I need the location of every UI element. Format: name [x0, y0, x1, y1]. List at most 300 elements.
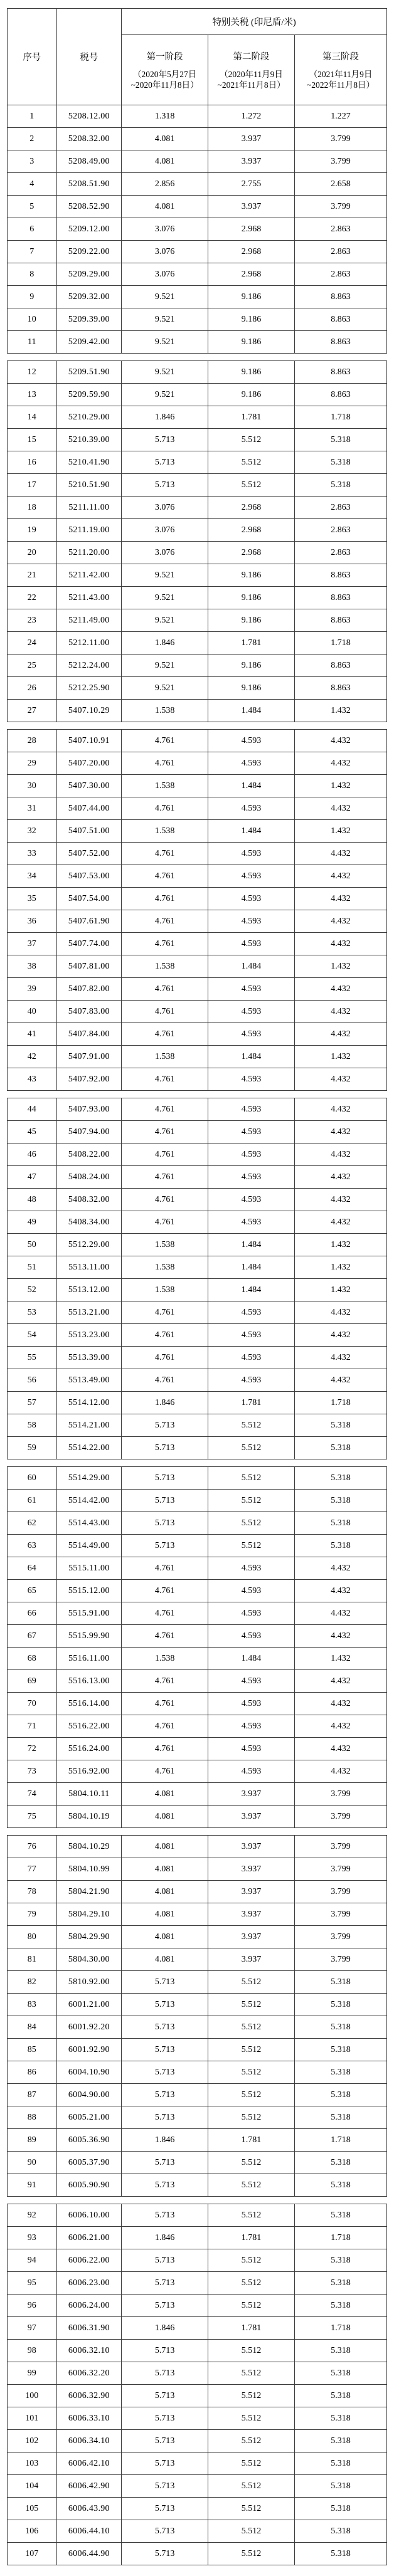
cell-stage1-rate: 5.713 [122, 2084, 208, 2106]
cell-stage2-rate: 1.484 [208, 820, 295, 843]
cell-tax-code: 5209.51.90 [56, 361, 122, 384]
cell-serial: 75 [8, 1806, 57, 1828]
cell-stage1-rate: 4.761 [122, 1625, 208, 1648]
cell-stage3-rate: 8.863 [295, 677, 387, 700]
cell-serial: 85 [8, 2039, 57, 2061]
cell-stage3-rate: 4.432 [295, 1580, 387, 1602]
cell-stage3-rate: 4.432 [295, 797, 387, 820]
stage-1-name: 第一阶段 [146, 51, 183, 62]
cell-serial: 44 [8, 1098, 57, 1121]
cell-tax-code: 6005.36.90 [56, 2129, 122, 2152]
cell-stage1-rate: 5.713 [122, 1414, 208, 1437]
cell-stage3-rate: 4.432 [295, 910, 387, 933]
cell-stage3-rate: 5.318 [295, 2362, 387, 2385]
cell-stage3-rate: 3.799 [295, 1948, 387, 1971]
cell-stage2-rate: 4.593 [208, 1347, 295, 1369]
cell-tax-code: 5804.10.19 [56, 1806, 122, 1828]
cell-stage1-rate: 4.761 [122, 1557, 208, 1580]
cell-stage2-rate: 3.937 [208, 1926, 295, 1948]
cell-stage2-rate: 1.781 [208, 2129, 295, 2152]
cell-stage1-rate: 5.713 [122, 2249, 208, 2272]
cell-tax-code: 5208.49.00 [56, 150, 122, 173]
cell-stage2-rate: 5.512 [208, 451, 295, 474]
cell-tax-code: 5210.39.00 [56, 429, 122, 451]
cell-stage2-rate: 5.512 [208, 2174, 295, 2197]
cell-stage1-rate: 4.081 [122, 1783, 208, 1806]
cell-stage2-rate: 3.937 [208, 196, 295, 218]
table-row [8, 519, 387, 542]
table-row [8, 150, 387, 173]
cell-stage1-rate: 9.521 [122, 308, 208, 331]
cell-stage3-rate: 4.432 [295, 1557, 387, 1580]
cell-stage2-rate: 5.512 [208, 2475, 295, 2498]
cell-stage3-rate: 4.432 [295, 1715, 387, 1738]
cell-stage1-rate: 1.846 [122, 2227, 208, 2249]
cell-tax-code: 6005.21.00 [56, 2106, 122, 2129]
table-row [8, 2498, 387, 2520]
cell-stage3-rate: 4.432 [295, 1189, 387, 1211]
cell-tax-code: 5408.24.00 [56, 1166, 122, 1189]
cell-stage2-rate: 3.937 [208, 1836, 295, 1858]
cell-stage3-rate: 4.432 [295, 1369, 387, 1392]
table-row [8, 1994, 387, 2016]
cell-stage3-rate: 5.318 [295, 2385, 387, 2407]
cell-tax-code: 6004.10.90 [56, 2061, 122, 2084]
cell-serial: 73 [8, 1760, 57, 1783]
cell-stage3-rate: 1.718 [295, 2317, 387, 2340]
cell-stage1-rate: 5.713 [122, 2106, 208, 2129]
cell-serial: 17 [8, 474, 57, 497]
tariff-table-page-6 [7, 1835, 387, 2197]
cell-serial: 30 [8, 775, 57, 797]
cell-serial: 103 [8, 2452, 57, 2475]
cell-stage1-rate: 3.076 [122, 519, 208, 542]
cell-stage3-rate: 3.799 [295, 1858, 387, 1881]
cell-stage3-rate: 5.318 [295, 474, 387, 497]
cell-stage2-rate: 3.937 [208, 1948, 295, 1971]
cell-stage2-rate: 4.593 [208, 1324, 295, 1347]
table-row [8, 888, 387, 910]
cell-stage1-rate: 1.538 [122, 820, 208, 843]
cell-tax-code: 6006.22.00 [56, 2249, 122, 2272]
table-row [8, 1490, 387, 1512]
cell-tax-code: 5513.49.00 [56, 1369, 122, 1392]
cell-serial: 93 [8, 2227, 57, 2249]
table-header [8, 9, 387, 105]
table-row [8, 700, 387, 722]
cell-tax-code: 5407.10.29 [56, 700, 122, 722]
cell-serial: 95 [8, 2272, 57, 2295]
cell-tax-code: 5514.12.00 [56, 1392, 122, 1414]
cell-stage2-rate: 5.512 [208, 2543, 295, 2565]
stage-3-name: 第三阶段 [322, 51, 359, 62]
cell-stage3-rate: 8.863 [295, 331, 387, 354]
table-row [8, 331, 387, 354]
table-row [8, 2039, 387, 2061]
tariff-table-page-1 [7, 8, 387, 354]
cell-serial: 69 [8, 1670, 57, 1693]
cell-serial: 13 [8, 384, 57, 406]
cell-stage3-rate: 5.318 [295, 1437, 387, 1459]
table-row [8, 474, 387, 497]
cell-stage2-rate: 4.593 [208, 1580, 295, 1602]
cell-stage1-rate: 4.761 [122, 843, 208, 865]
cell-stage2-rate: 4.593 [208, 1625, 295, 1648]
cell-stage1-rate: 1.318 [122, 105, 208, 128]
cell-serial: 16 [8, 451, 57, 474]
cell-stage3-rate: 2.863 [295, 263, 387, 286]
cell-stage2-rate: 1.781 [208, 632, 295, 655]
table-row [8, 2227, 387, 2249]
cell-tax-code: 5407.10.91 [56, 730, 122, 752]
cell-stage3-rate: 3.799 [295, 1926, 387, 1948]
cell-stage1-rate: 4.081 [122, 1836, 208, 1858]
tariff-table-page-4 [7, 1098, 387, 1459]
cell-serial: 33 [8, 843, 57, 865]
table-row [8, 1926, 387, 1948]
cell-stage2-rate: 4.593 [208, 1602, 295, 1625]
cell-stage2-rate: 4.593 [208, 1738, 295, 1760]
cell-tax-code: 5209.42.00 [56, 331, 122, 354]
cell-serial: 97 [8, 2317, 57, 2340]
cell-serial: 104 [8, 2475, 57, 2498]
cell-serial: 49 [8, 1211, 57, 1234]
table-row [8, 128, 387, 150]
cell-stage2-rate: 5.512 [208, 1512, 295, 1535]
cell-stage1-rate: 9.521 [122, 564, 208, 587]
cell-stage3-rate: 5.318 [295, 2452, 387, 2475]
cell-stage3-rate: 5.318 [295, 1535, 387, 1557]
cell-serial: 8 [8, 263, 57, 286]
table-row [8, 933, 387, 955]
cell-stage3-rate: 8.863 [295, 655, 387, 677]
table-row [8, 308, 387, 331]
cell-tax-code: 5407.30.00 [56, 775, 122, 797]
cell-serial: 56 [8, 1369, 57, 1392]
table-row [8, 1971, 387, 1994]
cell-serial: 6 [8, 218, 57, 241]
cell-stage1-rate: 5.713 [122, 1535, 208, 1557]
cell-serial: 27 [8, 700, 57, 722]
cell-stage1-rate: 9.521 [122, 384, 208, 406]
table-row [8, 2249, 387, 2272]
table-row [8, 2340, 387, 2362]
cell-stage2-rate: 1.272 [208, 105, 295, 128]
table-row [8, 1512, 387, 1535]
cell-stage3-rate: 3.799 [295, 1806, 387, 1828]
cell-stage3-rate: 8.863 [295, 384, 387, 406]
cell-stage2-rate: 4.593 [208, 1670, 295, 1693]
cell-stage1-rate: 9.521 [122, 609, 208, 632]
cell-stage2-rate: 5.512 [208, 2249, 295, 2272]
cell-stage2-rate: 2.968 [208, 519, 295, 542]
cell-tax-code: 5208.51.90 [56, 173, 122, 196]
cell-serial: 70 [8, 1693, 57, 1715]
cell-tax-code: 6006.44.90 [56, 2543, 122, 2565]
table-row [8, 1121, 387, 1143]
cell-stage1-rate: 1.538 [122, 1234, 208, 1256]
header-serial: 序号 [8, 9, 57, 105]
cell-stage1-rate: 4.081 [122, 150, 208, 173]
table-row [8, 1535, 387, 1557]
cell-stage1-rate: 1.538 [122, 1256, 208, 1279]
cell-stage2-rate: 9.186 [208, 587, 295, 609]
cell-tax-code: 5804.10.99 [56, 1858, 122, 1881]
cell-stage2-rate: 5.512 [208, 2061, 295, 2084]
cell-stage1-rate: 4.081 [122, 1858, 208, 1881]
cell-tax-code: 6006.10.00 [56, 2204, 122, 2227]
table-row [8, 2272, 387, 2295]
cell-serial: 19 [8, 519, 57, 542]
cell-stage3-rate: 8.863 [295, 308, 387, 331]
cell-tax-code: 5209.29.00 [56, 263, 122, 286]
cell-tax-code: 5515.99.90 [56, 1625, 122, 1648]
cell-tax-code: 6005.37.90 [56, 2152, 122, 2174]
cell-stage3-rate: 5.318 [295, 2430, 387, 2452]
cell-stage1-rate: 4.081 [122, 1903, 208, 1926]
cell-stage3-rate: 5.318 [295, 429, 387, 451]
cell-stage1-rate: 5.713 [122, 1467, 208, 1490]
cell-stage2-rate: 2.968 [208, 263, 295, 286]
cell-stage2-rate: 4.593 [208, 1693, 295, 1715]
cell-stage1-rate: 1.538 [122, 775, 208, 797]
cell-stage2-rate: 1.484 [208, 700, 295, 722]
cell-tax-code: 5212.25.90 [56, 677, 122, 700]
table-row [8, 1580, 387, 1602]
table-row [8, 1256, 387, 1279]
cell-serial: 63 [8, 1535, 57, 1557]
table-row [8, 406, 387, 429]
cell-stage1-rate: 5.713 [122, 2039, 208, 2061]
cell-stage1-rate: 1.538 [122, 1279, 208, 1301]
cell-stage1-rate: 5.713 [122, 2295, 208, 2317]
cell-tax-code: 5514.43.00 [56, 1512, 122, 1535]
cell-stage3-rate: 5.318 [295, 1994, 387, 2016]
cell-tax-code: 6001.92.20 [56, 2016, 122, 2039]
cell-stage2-rate: 9.186 [208, 677, 295, 700]
header-stage-2 [208, 35, 295, 105]
cell-stage3-rate: 3.799 [295, 1783, 387, 1806]
cell-serial: 106 [8, 2520, 57, 2543]
table-row [8, 1068, 387, 1091]
cell-stage1-rate: 1.538 [122, 1046, 208, 1068]
cell-stage3-rate: 1.432 [295, 1256, 387, 1279]
cell-serial: 1 [8, 105, 57, 128]
cell-tax-code: 5212.11.00 [56, 632, 122, 655]
table-row [8, 1693, 387, 1715]
table-row [8, 1760, 387, 1783]
cell-stage3-rate: 4.432 [295, 1625, 387, 1648]
cell-stage1-rate: 4.761 [122, 1211, 208, 1234]
cell-stage2-rate: 4.593 [208, 1301, 295, 1324]
cell-stage2-rate: 1.781 [208, 2317, 295, 2340]
cell-stage3-rate: 4.432 [295, 1693, 387, 1715]
cell-serial: 2 [8, 128, 57, 150]
cell-stage2-rate: 5.512 [208, 2430, 295, 2452]
cell-tax-code: 5804.29.10 [56, 1903, 122, 1926]
cell-serial: 11 [8, 331, 57, 354]
cell-serial: 29 [8, 752, 57, 775]
cell-tax-code: 6006.32.90 [56, 2385, 122, 2407]
cell-stage3-rate: 4.432 [295, 888, 387, 910]
table-row [8, 173, 387, 196]
cell-stage3-rate: 1.432 [295, 820, 387, 843]
cell-stage2-rate: 4.593 [208, 910, 295, 933]
cell-serial: 12 [8, 361, 57, 384]
cell-serial: 86 [8, 2061, 57, 2084]
cell-serial: 25 [8, 655, 57, 677]
table-row [8, 1648, 387, 1670]
table-body [8, 1836, 387, 2197]
tariff-table-page-5 [7, 1466, 387, 1828]
cell-stage1-rate: 1.538 [122, 955, 208, 978]
table-row [8, 843, 387, 865]
cell-stage3-rate: 5.318 [295, 2520, 387, 2543]
cell-stage1-rate: 4.761 [122, 978, 208, 1001]
cell-tax-code: 5515.91.00 [56, 1602, 122, 1625]
cell-serial: 59 [8, 1437, 57, 1459]
cell-serial: 65 [8, 1580, 57, 1602]
cell-serial: 71 [8, 1715, 57, 1738]
table-row [8, 429, 387, 451]
cell-stage1-rate: 5.713 [122, 2272, 208, 2295]
cell-stage3-rate: 5.318 [295, 2249, 387, 2272]
cell-tax-code: 6005.90.90 [56, 2174, 122, 2197]
cell-tax-code: 5512.29.00 [56, 1234, 122, 1256]
cell-stage3-rate: 8.863 [295, 361, 387, 384]
table-body [8, 1098, 387, 1459]
table-row [8, 2543, 387, 2565]
cell-tax-code: 5514.29.00 [56, 1467, 122, 1490]
cell-stage1-rate: 4.761 [122, 1068, 208, 1091]
cell-stage3-rate: 8.863 [295, 564, 387, 587]
cell-tax-code: 6006.44.10 [56, 2520, 122, 2543]
cell-stage1-rate: 4.761 [122, 1143, 208, 1166]
cell-serial: 102 [8, 2430, 57, 2452]
cell-serial: 46 [8, 1143, 57, 1166]
cell-tax-code: 5407.61.90 [56, 910, 122, 933]
cell-stage2-rate: 4.593 [208, 1068, 295, 1091]
cell-stage2-rate: 5.512 [208, 2295, 295, 2317]
cell-stage3-rate: 4.432 [295, 865, 387, 888]
cell-stage2-rate: 3.937 [208, 1783, 295, 1806]
cell-tax-code: 6001.92.90 [56, 2039, 122, 2061]
cell-tax-code: 5211.20.00 [56, 542, 122, 564]
cell-stage1-rate: 1.846 [122, 406, 208, 429]
cell-stage2-rate: 4.593 [208, 843, 295, 865]
cell-serial: 43 [8, 1068, 57, 1091]
table-row [8, 1347, 387, 1369]
cell-tax-code: 5408.34.00 [56, 1211, 122, 1234]
table-row [8, 1467, 387, 1490]
cell-serial: 4 [8, 173, 57, 196]
cell-stage3-rate: 3.799 [295, 128, 387, 150]
table-row [8, 1324, 387, 1347]
table-row [8, 1001, 387, 1023]
cell-tax-code: 5208.12.00 [56, 105, 122, 128]
table-body [8, 361, 387, 722]
cell-stage3-rate: 5.318 [295, 451, 387, 474]
table-row [8, 2362, 387, 2385]
cell-stage1-rate: 5.713 [122, 2061, 208, 2084]
cell-serial: 20 [8, 542, 57, 564]
cell-stage1-rate: 5.713 [122, 1994, 208, 2016]
cell-serial: 37 [8, 933, 57, 955]
cell-serial: 87 [8, 2084, 57, 2106]
cell-stage3-rate: 3.799 [295, 150, 387, 173]
cell-tax-code: 5210.29.00 [56, 406, 122, 429]
cell-tax-code: 5513.21.00 [56, 1301, 122, 1324]
table-row [8, 910, 387, 933]
cell-serial: 55 [8, 1347, 57, 1369]
table-row [8, 105, 387, 128]
table-row [8, 1234, 387, 1256]
cell-serial: 34 [8, 865, 57, 888]
cell-serial: 61 [8, 1490, 57, 1512]
cell-stage1-rate: 4.761 [122, 1301, 208, 1324]
cell-stage2-rate: 3.937 [208, 1806, 295, 1828]
cell-tax-code: 5407.81.00 [56, 955, 122, 978]
cell-serial: 99 [8, 2362, 57, 2385]
cell-stage1-rate: 4.081 [122, 1948, 208, 1971]
cell-stage3-rate: 8.863 [295, 286, 387, 308]
table-row [8, 587, 387, 609]
cell-stage1-rate: 4.761 [122, 1001, 208, 1023]
table-row [8, 2016, 387, 2039]
cell-tax-code: 5211.49.00 [56, 609, 122, 632]
cell-stage3-rate: 3.799 [295, 1903, 387, 1926]
cell-stage3-rate: 4.432 [295, 1738, 387, 1760]
cell-stage1-rate: 1.846 [122, 1392, 208, 1414]
cell-stage2-rate: 4.593 [208, 752, 295, 775]
cell-stage1-rate: 5.713 [122, 2430, 208, 2452]
cell-stage2-rate: 4.593 [208, 978, 295, 1001]
table-row [8, 2061, 387, 2084]
cell-tax-code: 5408.32.00 [56, 1189, 122, 1211]
cell-serial: 42 [8, 1046, 57, 1068]
table-row [8, 361, 387, 384]
cell-stage2-rate: 5.512 [208, 1467, 295, 1490]
cell-stage2-rate: 5.512 [208, 2084, 295, 2106]
cell-stage2-rate: 1.484 [208, 1279, 295, 1301]
cell-stage2-rate: 4.593 [208, 1143, 295, 1166]
cell-stage1-rate: 4.761 [122, 865, 208, 888]
cell-serial: 105 [8, 2498, 57, 2520]
cell-serial: 23 [8, 609, 57, 632]
cell-stage2-rate: 5.512 [208, 2362, 295, 2385]
cell-tax-code: 6006.42.10 [56, 2452, 122, 2475]
cell-serial: 90 [8, 2152, 57, 2174]
cell-serial: 47 [8, 1166, 57, 1189]
cell-stage3-rate: 4.432 [295, 1760, 387, 1783]
cell-stage2-rate: 4.593 [208, 1189, 295, 1211]
cell-stage2-rate: 9.186 [208, 609, 295, 632]
cell-stage3-rate: 2.863 [295, 542, 387, 564]
table-row [8, 497, 387, 519]
cell-tax-code: 5516.14.00 [56, 1693, 122, 1715]
cell-stage2-rate: 1.484 [208, 1256, 295, 1279]
cell-serial: 64 [8, 1557, 57, 1580]
cell-serial: 7 [8, 241, 57, 263]
cell-stage1-rate: 4.761 [122, 933, 208, 955]
cell-serial: 48 [8, 1189, 57, 1211]
cell-stage3-rate: 1.718 [295, 2227, 387, 2249]
cell-stage2-rate: 9.186 [208, 331, 295, 354]
cell-stage1-rate: 4.761 [122, 752, 208, 775]
cell-serial: 81 [8, 1948, 57, 1971]
cell-stage2-rate: 9.186 [208, 655, 295, 677]
header-special-tariff-group: 特别关税 (印尼盾/米) [122, 9, 387, 35]
